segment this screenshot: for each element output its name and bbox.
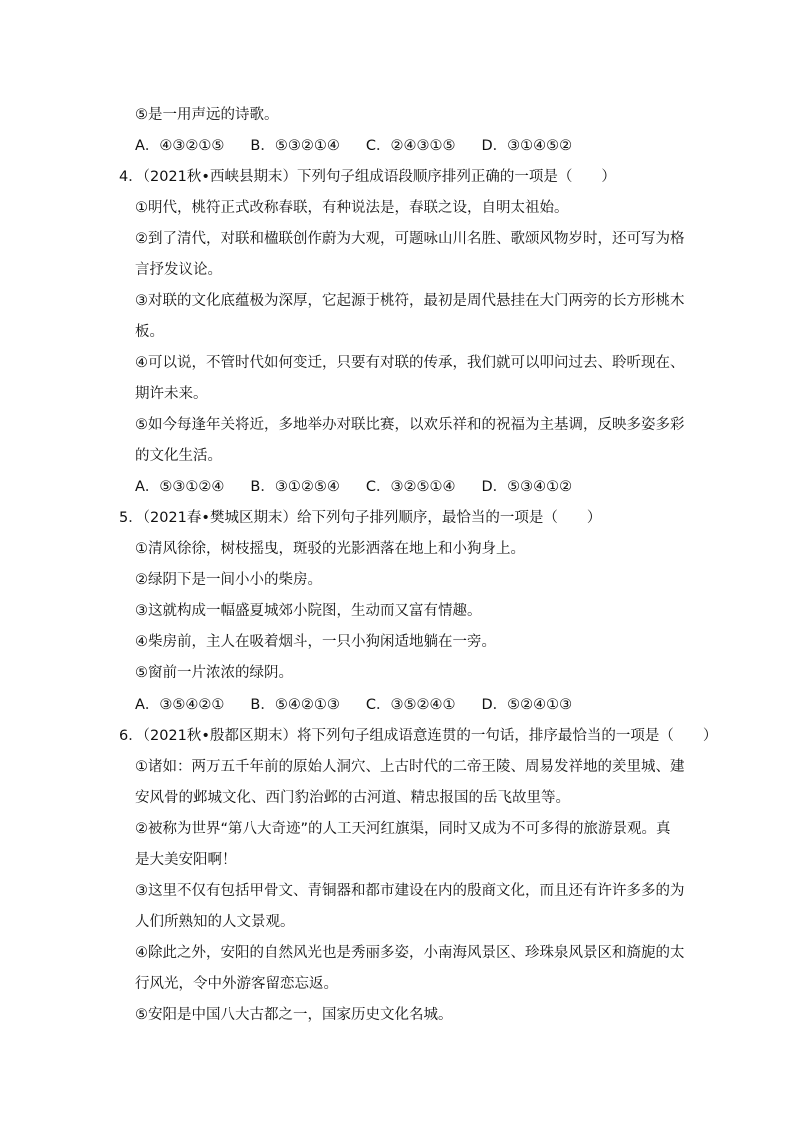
q5-options <box>135 695 572 715</box>
q6-item-4-cont: 行风光，令中外游客留恋忘返。 <box>135 976 338 992</box>
q3-item-5: ⑤是一用声远的诗歌。 <box>135 107 279 123</box>
q5-item-5: ⑤窗前一片浓浓的绿阴。 <box>135 665 293 681</box>
q6-item-2-cont: 是大美安阳啊！ <box>135 852 237 868</box>
q6-item-3-cont: 人们所熟知的人文景观。 <box>135 914 295 930</box>
q5-item-1: ①清风徐徐，树枝摇曳，斑驳的光影洒落在地上和小狗身上。 <box>135 541 525 557</box>
q6-item-1: ①诸如：两万五千年前的原始人洞穴、上古时代的二帝王陵、周易发祥地的羑里城、建 <box>135 759 685 775</box>
q4-item-2: ②到了清代，对联和楹联创作蔚为大观，可题咏山川名胜、歌颂风物岁时，还可写为格 <box>135 231 685 247</box>
q3-option-c[interactable]: C．②④③①⑤ <box>365 138 456 154</box>
q5-option-d[interactable]: D．⑤②④①③ <box>481 697 573 713</box>
q3-options <box>135 136 572 156</box>
q4-option-d[interactable]: D．⑤③④①② <box>481 479 573 495</box>
q4-item-3: ③对联的文化底蕴极为深厚，它起源于桃符，最初是周代悬挂在大门两旁的长方形桃木 <box>135 293 685 309</box>
q5-number: 5． <box>119 510 143 526</box>
q4-stem-line <box>119 167 616 187</box>
q4-option-c[interactable]: C．③②⑤①④ <box>365 479 456 495</box>
q5-item-3: ③这就构成一幅盛夏城郊小院图，生动而又富有情趣。 <box>135 603 482 619</box>
q3-option-d[interactable]: D．③①④⑤② <box>481 138 573 154</box>
q5-stem-line <box>119 508 601 528</box>
q5-option-a[interactable]: A．③⑤④②① <box>135 697 225 713</box>
q5-option-b[interactable]: B．⑤④②①③ <box>250 697 340 713</box>
q4-option-a[interactable]: A．⑤③①②④ <box>135 479 225 495</box>
q6-item-5: ⑤安阳是中国八大古都之一，国家历史文化名城。 <box>135 1007 453 1023</box>
q6-item-3: ③这里不仅有包括甲骨文、青铜器和都市建设在内的殷商文化，而且还有许许多多的为 <box>135 883 685 899</box>
q5-item-4: ④柴房前，主人在吸着烟斗，一只小狗闲适地躺在一旁。 <box>135 634 496 650</box>
q4-item-5: ⑤如今每逢年关将近，多地举办对联比赛，以欢乐祥和的祝福为主基调，反映多姿多彩 <box>135 417 685 433</box>
q3-option-b[interactable]: B．⑤③②①④ <box>250 138 340 154</box>
q6-item-4: ④除此之外，安阳的自然风光也是秀丽多姿，小南海风景区、珍珠泉风景区和旖旎的太 <box>135 945 685 961</box>
q3-option-a[interactable]: A．④③②①⑤ <box>135 138 225 154</box>
q5-item-2: ②绿阴下是一间小小的柴房。 <box>135 572 322 588</box>
q6-stem-line <box>119 726 717 746</box>
q4-stem: （2021秋•西峡县期末）下列句子组成语段顺序排列正确的一项是（ ） <box>142 169 616 185</box>
q6-item-2: ②被称为世界“第八大奇迹”的人工天河红旗渠，同时又成为不可多得的旅游景观。真 <box>135 821 671 837</box>
q4-item-4: ④可以说，不管时代如何变迁，只要有对联的传承，我们就可以叩问过去、聆听现在、 <box>135 355 685 371</box>
q4-number: 4． <box>119 169 143 185</box>
q4-item-3-cont: 板。 <box>135 324 164 340</box>
q6-stem: （2021秋•殷都区期末）将下列句子组成语意连贯的一句话，排序最恰当的一项是（ ） <box>142 728 718 744</box>
q4-item-4-cont: 期许未来。 <box>135 386 208 402</box>
q5-stem: （2021春•樊城区期末）给下列句子排列顺序，最恰当的一项是（ ） <box>142 510 602 526</box>
q5-option-c[interactable]: C．③⑤②④① <box>365 697 456 713</box>
q6-number: 6． <box>119 728 143 744</box>
q4-option-b[interactable]: B．③①②⑤④ <box>250 479 340 495</box>
q4-options <box>135 477 572 497</box>
q4-item-2-cont: 言抒发议论。 <box>135 262 222 278</box>
q4-item-1: ①明代，桃符正式改称春联，有种说法是，春联之设，自明太祖始。 <box>135 200 569 216</box>
q4-item-5-cont: 的文化生活。 <box>135 448 222 464</box>
q6-item-1-cont: 安风骨的邺城文化、西门豹治邺的古河道、精忠报国的岳飞故里等。 <box>135 790 570 806</box>
